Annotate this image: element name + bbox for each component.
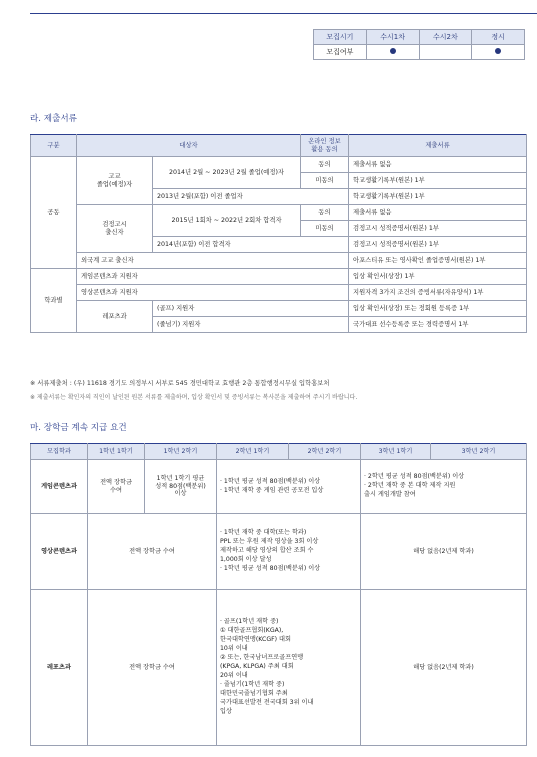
susi2-status [419, 45, 472, 60]
ged-label: 검정고시 출신자 [77, 205, 153, 253]
header-division: 구분 [31, 135, 77, 157]
dept-game: 게임콘텐츠과 [31, 460, 88, 514]
row-label-recruit: 모집여부 [314, 45, 367, 60]
leisure-y2-line: 대한민국줄넘기협회 주최 [220, 689, 288, 697]
video-y2 [217, 514, 361, 590]
leisure-y2-line: 20위 이내 [220, 671, 248, 679]
note-address: ※ 서류제출처 : (우) 11618 경기도 의정부시 서부로 545 경민대학교 효행관 2층 통합행정시무실 입학홍보처 [30, 380, 330, 387]
leisure-y2-line: 입상 [220, 707, 232, 715]
video-y3: 해당 없음(2년제 학과) [361, 514, 527, 590]
header-documents: 제출서류 [349, 135, 527, 157]
header-target: 대상자 [77, 135, 301, 157]
header-susi2: 수시2차 [419, 30, 472, 45]
video-applicant: 영상콘텐츠과 지원자 [77, 285, 349, 301]
header-dept: 모집학과 [31, 444, 88, 460]
doc-none: 제출서류 없음 [349, 205, 527, 221]
video-y2-line: PPL 또는 후원 제작 영상을 3회 이상 [220, 538, 319, 546]
video-y2-line: 1,000회 이상 달성 [220, 555, 272, 563]
header-consent: 온라인 정보 활용 동의 [301, 135, 349, 157]
ged-before: 2014년(포함) 이전 합격자 [153, 237, 349, 253]
section-title-documents: 라. 제출서류 [30, 114, 77, 124]
foreign-label: 외국계 고교 출신자 [77, 253, 349, 269]
game-y3-line: · 2학년 평균 성적 80점(백분위) 이상 [364, 473, 465, 481]
header-y3s1: 3학년 1학기 [361, 444, 431, 460]
header-jeongsi: 정시 [472, 30, 525, 45]
game-doc: 입상 확인서(상장) 1부 [349, 269, 527, 285]
video-y1: 전액 장학금 수여 [88, 514, 217, 590]
leisure-y2-line: 10위 이내 [220, 645, 248, 653]
leisure-y2-line: ② 또는, 한국남녀프로골프연맹 [220, 654, 304, 662]
leisure-y2-line: ① 대한골프협회(KGA), [220, 627, 284, 635]
header-y2s2: 2학년 2학기 [289, 444, 361, 460]
recruitment-period-table [313, 29, 525, 60]
leisure-y2-line: 한국대학연맹(KCGF) 대회 [220, 636, 292, 644]
scholarship-table [30, 443, 527, 746]
game-y3 [361, 460, 527, 514]
game-y1s2: 1학년 1학기 평균 성적 80점(백분위) 이상 [145, 460, 217, 514]
leisure-y2-line: 국가대표선발전 전국대회 3위 이내 [220, 698, 314, 706]
ged-period: 2015년 1회차 ~ 2022년 2회차 합격자 [153, 205, 301, 237]
game-y2-line: · 1학년 평균 성적 80점(백분위) 이상 [220, 477, 321, 485]
golf-applicant: (골프) 지원자 [153, 301, 349, 317]
header-susi1: 수시1차 [366, 30, 419, 45]
game-y3-line: · 2학년 재학 중 본 대학 제작 지원 [364, 482, 456, 489]
section-title-scholarship: 마. 장학금 계속 지급 요건 [30, 423, 127, 433]
jeongsi-status [472, 45, 525, 60]
header-y3s2: 3학년 2학기 [431, 444, 527, 460]
doc-ged-cert: 검정고시 성적증명서(원본) 1부 [349, 221, 527, 237]
leisure-y2-line: (KPGA, KLPGA) 주최 대회 [220, 663, 294, 670]
group-department: 학과별 [31, 269, 77, 333]
header-recruit-period: 모집시기 [314, 30, 367, 45]
hs-period: 2014년 2월 ~ 2023년 2월 졸업(예정)자 [153, 157, 301, 189]
dept-leisure: 레포츠과 [31, 590, 88, 746]
header-y1s2: 1학년 2학기 [145, 444, 217, 460]
consent-agree: 동의 [301, 157, 349, 173]
leisure-y2-line: · 골프(1학년 재학 중) [220, 618, 279, 626]
video-y2-line: · 1학년 재학 중 대학(또는 학과) [220, 529, 307, 537]
filled-dot-icon [390, 48, 396, 54]
filled-dot-icon [495, 48, 501, 54]
game-y3-line: 출시 게임개발 참여 [364, 490, 416, 498]
leisure-y2-line: · 줄넘기(1학년 재학 중) [220, 680, 285, 688]
header-y2s1: 2학년 1학기 [217, 444, 289, 460]
doc-school-record: 학교생활기록부(원본) 1부 [349, 173, 527, 189]
doc-none: 제출서류 없음 [349, 157, 527, 173]
doc-school-record: 학교생활기록부(원본) 1부 [349, 189, 527, 205]
game-y2 [217, 460, 361, 514]
hs-graduate-label: 고교 졸업(예정)자 [77, 157, 153, 205]
dept-video: 영상콘텐츠과 [31, 514, 88, 590]
consent-agree: 동의 [301, 205, 349, 221]
leisure-y3: 해당 없음(2년제 학과) [361, 590, 527, 746]
susi1-status [366, 45, 419, 60]
jumprope-doc: 국가대표 선수등록증 또는 경력증명서 1부 [349, 317, 527, 333]
leisure-y1: 전액 장학금 수여 [88, 590, 217, 746]
golf-doc: 입상 확인서(상장) 또는 정회원 등록증 1부 [349, 301, 527, 317]
consent-disagree: 미동의 [301, 173, 349, 189]
jumprope-applicant: (줄넘기) 지원자 [153, 317, 349, 333]
video-y2-line: 제작하고 해당 영상의 합산 조회 수 [220, 547, 314, 554]
foreign-doc: 아포스티유 또는 영사확인 졸업증명서(원본) 1부 [349, 253, 527, 269]
top-divider [30, 13, 537, 14]
consent-disagree: 미동의 [301, 221, 349, 237]
game-y2-line: · 1학년 재학 중 게임 관련 공모전 입상 [220, 486, 324, 494]
doc-ged-cert: 검정고시 성적증명서(원본) 1부 [349, 237, 527, 253]
note-original-docs: ※ 제출서류는 확인자의 직인이 날인된 원본 서류를 제출하며, 입상 확인서 및 증빙서류는 복사본을 제출하여 주시기 바랍니다. [30, 394, 358, 401]
header-y1s1: 1학년 1학기 [88, 444, 145, 460]
group-common: 공동 [31, 157, 77, 269]
leisure-label: 레포츠과 [77, 301, 153, 333]
documents-table [30, 134, 527, 333]
game-y1s1: 전액 장학금 수여 [88, 460, 145, 514]
leisure-y2 [217, 590, 361, 746]
game-applicant: 게임콘텐츠과 지원자 [77, 269, 349, 285]
hs-before: 2013년 2월(포함) 이전 졸업자 [153, 189, 349, 205]
video-y2-line: · 1학년 평균 성적 80점(백분위) 이상 [220, 564, 321, 572]
video-doc: 지원자격 3가지 조건의 증빙서류(자유양식) 1부 [349, 285, 527, 301]
